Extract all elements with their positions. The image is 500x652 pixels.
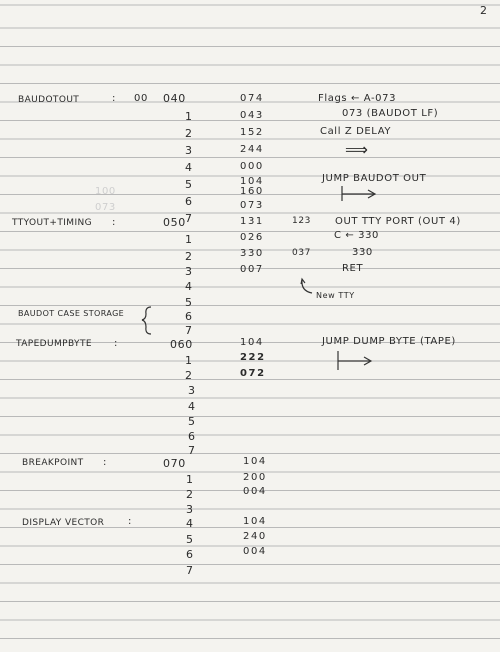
jump-arrow-icon [340, 185, 380, 203]
value-cell: 240 [243, 531, 267, 542]
comment-cell: Flags ← A-073 [318, 93, 397, 104]
comment-cell: OUT TTY PORT (OUT 4) [335, 216, 461, 227]
value-cell: 043 [240, 110, 264, 121]
comment-cell: JUMP BAUDOT OUT [322, 173, 427, 184]
brace-icon [140, 306, 154, 336]
value-cell: 104 [243, 516, 267, 527]
address-cell: 2 [186, 488, 194, 501]
faint-margin-note: 100 [95, 186, 116, 197]
value-cell: 200 [243, 472, 267, 483]
address-cell: 060 [170, 338, 193, 351]
value-cell: 004 [243, 546, 267, 557]
address-cell: 3 [188, 384, 196, 397]
page-number: 2 [480, 4, 488, 17]
value-cell: 244 [240, 144, 264, 155]
address-cell: 5 [186, 533, 194, 546]
label-display-vector: DISPLAY VECTOR [22, 518, 105, 528]
value-cell: 330 [240, 248, 264, 259]
value-cell: 026 [240, 232, 264, 243]
address-cell: 1 [185, 233, 193, 246]
address-cell: 7 [185, 212, 193, 225]
address-cell: 1 [185, 354, 193, 367]
value-cell: 104 [240, 337, 264, 348]
address-cell: 7 [186, 564, 194, 577]
value-cell: 131 [240, 216, 264, 227]
value-cell: 104 [243, 456, 267, 467]
address-cell: 6 [185, 195, 193, 208]
double-arrow-icon: ⟹ [345, 140, 369, 159]
comment-cell: 330 [352, 247, 373, 258]
value-cell: 073 [240, 200, 264, 211]
address-cell: 5 [185, 296, 193, 309]
comment-cell: JUMP DUMP BYTE (TAPE) [322, 336, 456, 347]
value-cell: 007 [240, 264, 264, 275]
address-cell: 5 [185, 178, 193, 191]
address-cell: 1 [185, 110, 193, 123]
label-baudotout: BAUDOTOUT [18, 95, 80, 105]
address-cell: 040 [163, 92, 186, 105]
value-cell: 072 [240, 368, 266, 379]
address-prefix: 00 [134, 93, 148, 104]
label-colon: : [112, 217, 116, 228]
label-breakpoint: BREAKPOINT [22, 458, 84, 468]
address-cell: 6 [186, 548, 194, 561]
value-cell: 104 [240, 176, 264, 187]
value-cell: 222 [240, 352, 266, 363]
address-cell: 2 [185, 127, 193, 140]
address-cell: 4 [185, 161, 193, 174]
value-cell: 000 [240, 161, 264, 172]
address-cell: 6 [188, 430, 196, 443]
address-cell: 6 [185, 310, 193, 323]
address-cell: 7 [185, 324, 193, 337]
label-tapedumpbyte: TAPEDUMPBYTE [16, 339, 92, 349]
label-colon: : [103, 457, 107, 468]
address-cell: 070 [163, 457, 186, 470]
label-ttyout-timing: TTYOUT+TIMING [12, 218, 93, 228]
value-cell: 004 [243, 486, 267, 497]
label-baudot-case-storage: BAUDOT CASE STORAGE [18, 309, 125, 318]
address-cell: 5 [188, 415, 196, 428]
value-cell: 160 [240, 186, 264, 197]
address-cell: 3 [185, 265, 193, 278]
inline-note: 123 [292, 216, 311, 226]
value-cell: 074 [240, 93, 264, 104]
comment-cell: C ← 330 [334, 230, 380, 241]
value-cell: 152 [240, 127, 264, 138]
address-cell: 4 [185, 280, 193, 293]
comment-cell: Call Z DELAY [320, 126, 392, 137]
address-cell: 050 [163, 216, 186, 229]
comment-cell: RET [342, 263, 364, 274]
address-cell: 7 [188, 444, 196, 457]
address-cell: 2 [185, 250, 193, 263]
address-cell: 3 [186, 503, 194, 516]
new-tty-note: New TTY [316, 291, 355, 300]
address-cell: 2 [185, 369, 193, 382]
faint-margin-note: 073 [95, 202, 116, 213]
address-cell: 3 [185, 144, 193, 157]
address-cell: 1 [186, 473, 194, 486]
address-cell: 4 [188, 400, 196, 413]
jump-arrow-icon [336, 350, 376, 372]
inline-note: 037 [292, 248, 311, 258]
label-colon: : [114, 338, 118, 349]
label-colon: : [112, 93, 116, 104]
label-colon: : [128, 516, 132, 527]
address-cell: 4 [186, 517, 194, 530]
comment-cell: 073 (BAUDOT LF) [342, 108, 439, 119]
